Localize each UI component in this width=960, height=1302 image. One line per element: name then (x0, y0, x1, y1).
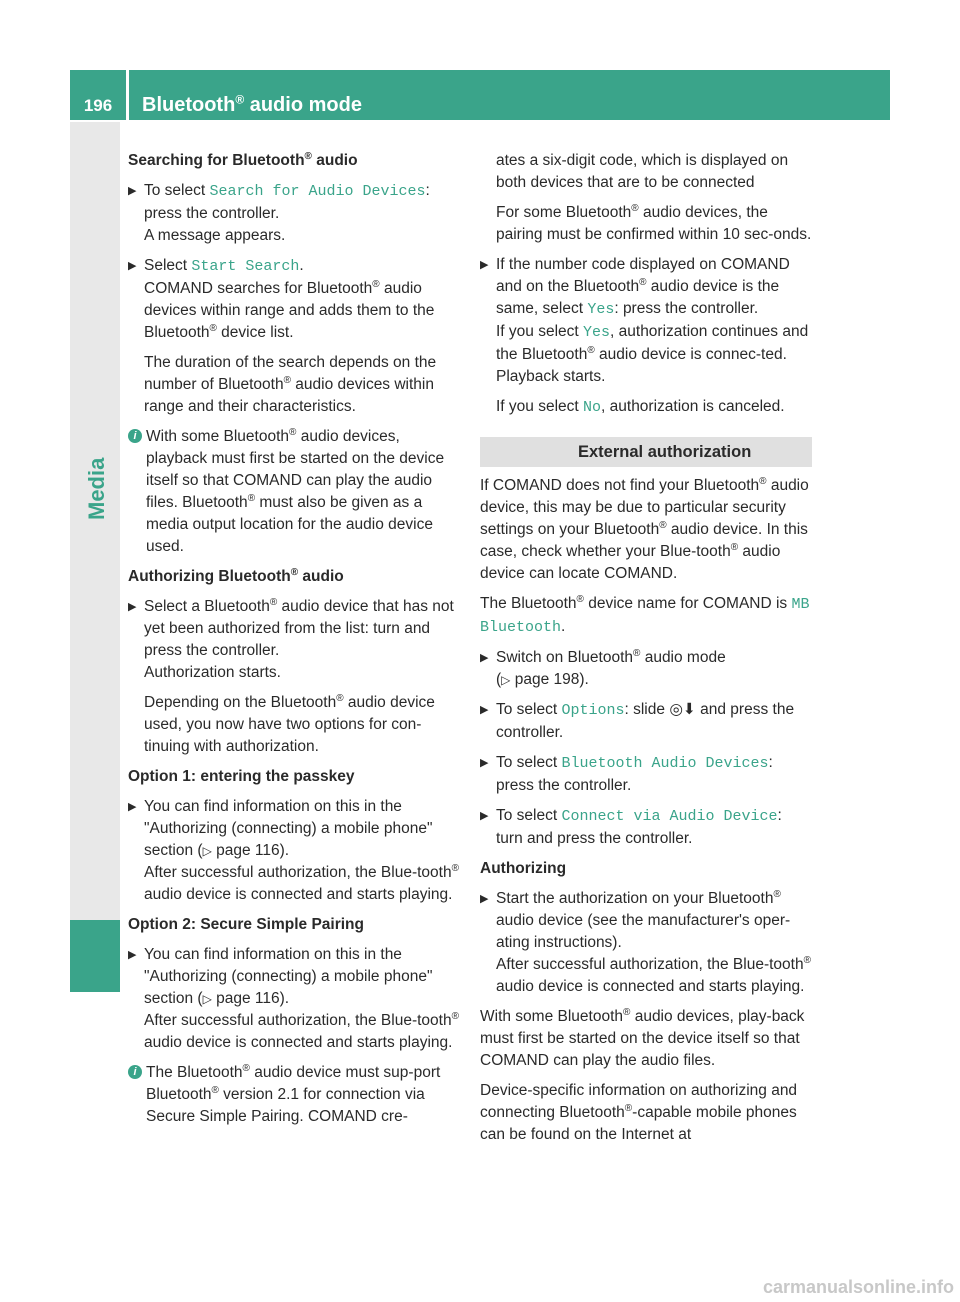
step-arrow-icon: ▶ (480, 893, 489, 905)
side-tab-marker (70, 920, 120, 992)
step-arrow-icon: ▶ (480, 810, 489, 822)
step-arrow-icon: ▶ (480, 259, 489, 271)
page-ref-link[interactable]: page 198 (514, 671, 580, 688)
confirm-pairing-text: For some Bluetooth® audio devices, the pairing must be confirmed within 10 sec-onds. (496, 202, 812, 243)
page-number: 196 (83, 96, 113, 115)
heading-searching: Searching for Bluetooth® audio (128, 150, 358, 169)
step-select-bt-audio-devices: ▶ To select Bluetooth Audio Devices: press the controller. (480, 754, 773, 794)
watermark: carmanualsonline.info (762, 1277, 954, 1297)
step-arrow-icon: ▶ (128, 801, 137, 813)
step-arrow-icon: ▶ (128, 185, 137, 197)
page-title: Bluetooth® audio mode (142, 92, 362, 116)
side-tab-label: Media (84, 457, 109, 520)
info-note-ssp: i The Bluetooth® audio device must sup-port Bluetooth® version 2.1 for connection via Secure Simple Pairing. COMAND cre- (128, 1062, 460, 1128)
step-start-authorization: ▶ Start the authorization on your Bluetooth® audio device (see the manufacturer's oper-ating instructions). After successful authorization, the Blue-tooth® audio device is connected and starts playing. (480, 888, 811, 995)
playback-note-text: With some Bluetooth® audio devices, play-back must first be started on the device itself so that COMAND can play the audio files. (480, 1006, 805, 1069)
device-name-text: The Bluetooth® device name for COMAND is MB Bluetooth. (480, 593, 810, 636)
internet-info-text: Device-specific information on authorizing and connecting Bluetooth®-capable mobile phones can be found on the Internet at (480, 1082, 798, 1143)
header-divider (126, 70, 129, 120)
heading-authorizing-external: Authorizing (480, 860, 567, 877)
step-compare-code: ▶ If the number code displayed on COMAND and on the Bluetooth® audio device is the same, select Yes: press the controller. If you select Yes, authorization continues and the Bluetooth® audio device is connec-ted. Playback starts. (480, 256, 809, 385)
page-ref-link[interactable]: page 116 (216, 842, 280, 859)
step-arrow-icon: ▶ (480, 704, 489, 716)
step-start-search: ▶ Select Start Search. COMAND searches for Bluetooth® audio devices within range and adds them to the Bluetooth® device list. (128, 257, 435, 341)
page-ref-icon: ▷ (202, 992, 212, 1006)
step-arrow-icon: ▶ (128, 601, 137, 613)
left-column (128, 150, 460, 1136)
heading-authorizing: Authorizing Bluetooth® audio (128, 566, 344, 585)
step-switch-on-audio: ▶ Switch on Bluetooth® audio mode (▷ page 198). (480, 647, 726, 688)
step-select-options: ▶ To select Options: slide ◎⬇ and press the controller. (480, 701, 795, 741)
heading-option-1: Option 1: entering the passkey (128, 768, 355, 785)
options-intro-text: Depending on the Bluetooth® audio device used, you now have two options for con-tinuing with authorization. (144, 692, 435, 755)
page-ref-link[interactable]: page 116 (216, 990, 280, 1007)
step-connect-via-audio: ▶ To select Connect via Audio Device: turn and press the controller. (480, 807, 782, 847)
step-arrow-icon: ▶ (480, 652, 489, 664)
search-duration-text: The duration of the search depends on the number of Bluetooth® audio devices within range and their characteristics. (144, 354, 437, 415)
page-ref-icon: ▷ (202, 844, 212, 858)
step-option-1: ▶ You can find information on this in the "Authorizing (connecting) a mobile phone" section (▷ page 116). After successful authorization, the Blue-tooth® audio device is connected and starts playing. (128, 798, 459, 903)
step-arrow-icon: ▶ (480, 757, 489, 769)
info-icon: i (128, 1065, 142, 1079)
page-ref-icon: ▷ (501, 673, 511, 687)
step-option-2: ▶ You can find information on this in the "Authorizing (connecting) a mobile phone" section (▷ page 116). After successful authorization, the Blue-tooth® audio device is connected and starts playing. (128, 946, 459, 1051)
controller-slide-icon: ◎⬇ (669, 701, 696, 718)
step-arrow-icon: ▶ (128, 260, 137, 272)
section-external-authorization: External authorization (480, 437, 812, 467)
page-header (70, 70, 890, 120)
continued-text: ates a six-digit code, which is displayed on both devices that are to be connected (496, 152, 789, 191)
cancel-text: If you select No, authorization is canceled. (496, 398, 785, 416)
step-arrow-icon: ▶ (128, 949, 137, 961)
info-note-playback: i With some Bluetooth® audio devices, playback must first be started on the device itself so that COMAND can play the audio files. Bluetooth® must also be given as a media output location for the audio device used. (128, 426, 460, 558)
right-column (480, 150, 812, 1154)
heading-option-2: Option 2: Secure Simple Pairing (128, 916, 364, 933)
step-select-device: ▶ Select a Bluetooth® audio device that has not yet been authorized from the list: turn and press the controller. Authorization starts. (128, 596, 454, 681)
external-auth-text: If COMAND does not find your Bluetooth® audio device, this may be due to particular security settings on your Bluetooth® audio device. In this case, check whether your Blue-tooth® audio device can locate COMAND. (480, 475, 809, 582)
side-tab (70, 122, 120, 992)
step-select-search: ▶ To select Search for Audio Devices: press the controller. A message appears. (128, 182, 430, 244)
info-icon: i (128, 429, 142, 443)
